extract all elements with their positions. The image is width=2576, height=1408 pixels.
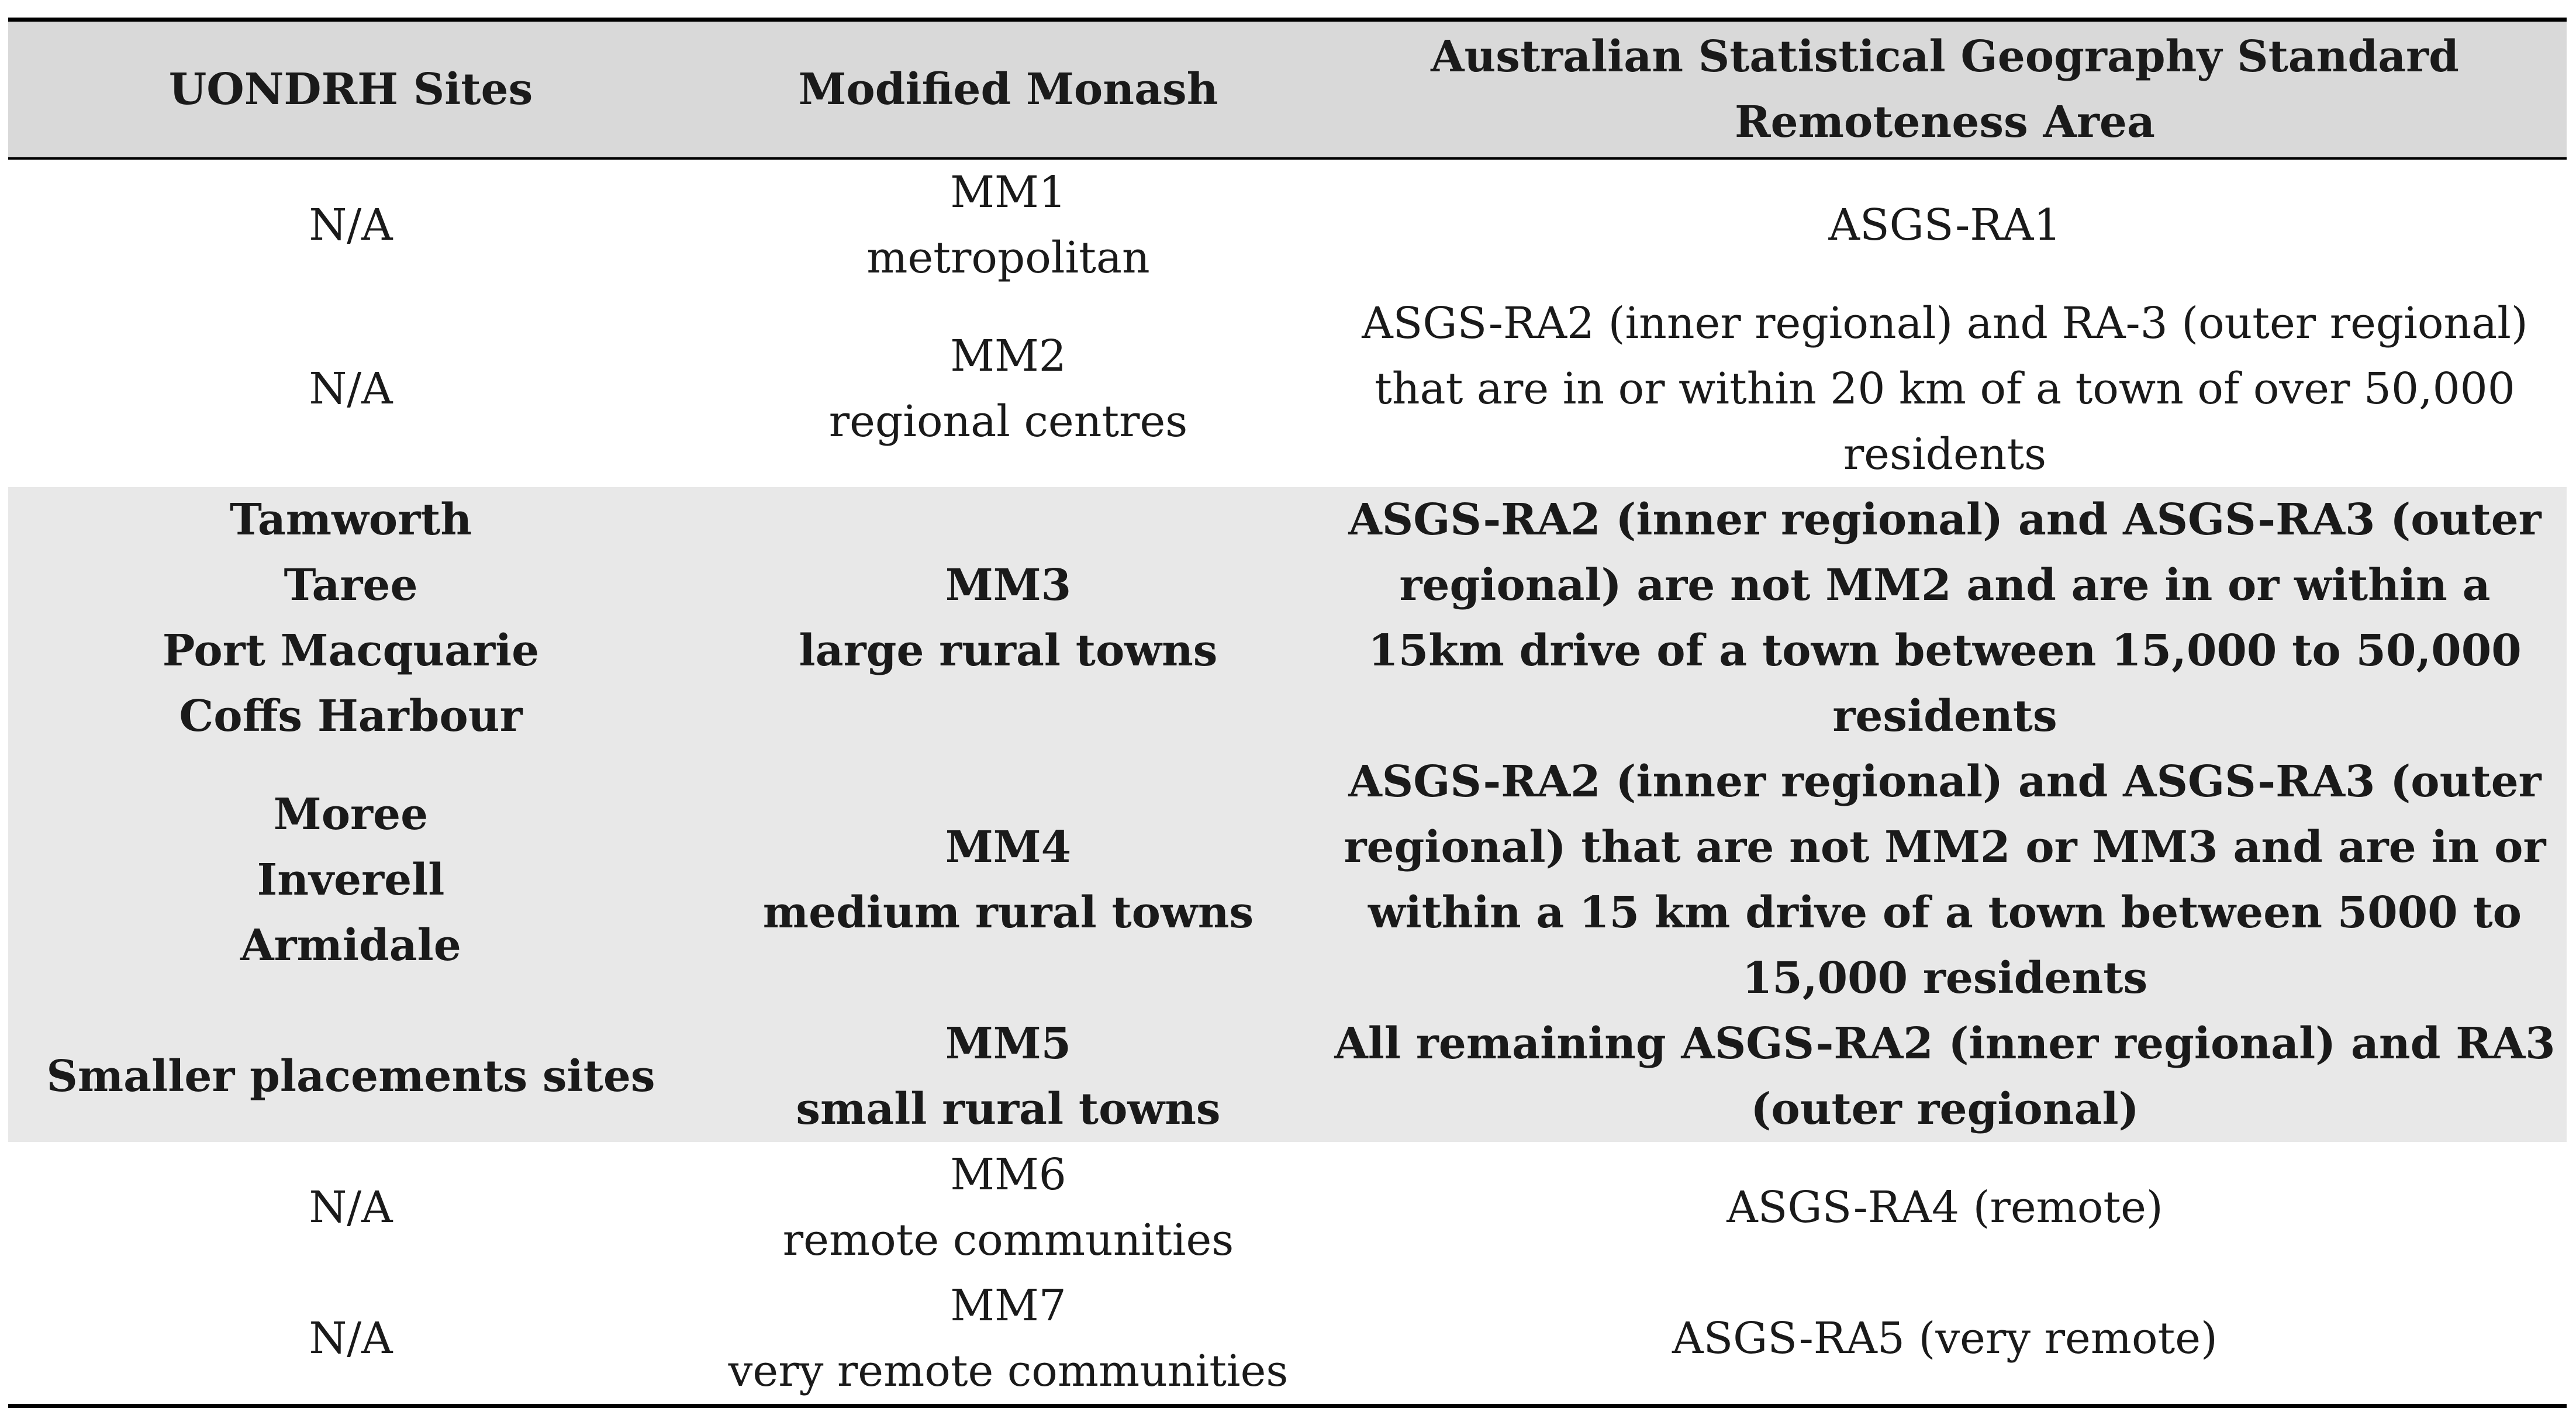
table-row (8, 1011, 2567, 1142)
mm-code: MM5 (945, 1019, 1072, 1069)
site-name: Port Macquarie (162, 626, 540, 676)
mm-code: MM1 (950, 167, 1066, 218)
mm-cell (693, 487, 1323, 749)
mm-description: regional centres (828, 396, 1188, 447)
mm-cell (693, 1011, 1323, 1142)
header-row (8, 20, 2567, 159)
asgs-cell: All remaining ASGS-RA2 (inner regional) and RA3 (outer regional) (1334, 1019, 2556, 1134)
table-row (8, 487, 2567, 749)
sites-cell (8, 1142, 693, 1273)
mm-cell (693, 158, 1323, 291)
remoteness-table (8, 18, 2567, 1408)
mm-cell (693, 749, 1323, 1011)
site-name: Taree (284, 560, 418, 610)
asgs-cell: ASGS-RA2 (inner regional) and RA-3 (outer regional) that are in or within 20 km of a town of over 50,000 residents (1362, 298, 2528, 479)
mm-code: MM6 (950, 1150, 1066, 1200)
asgs-cell: ASGS-RA2 (inner regional) and ASGS-RA3 (outer regional) that are not MM2 or MM3 and are in or within a 15 km drive of a town between 5000 to 15,000 residents (1344, 757, 2546, 1003)
mm-cell (693, 1142, 1323, 1273)
header-sites: UONDRH Sites (8, 20, 693, 159)
sites-cell (8, 749, 693, 1011)
mm-description: large rural towns (799, 626, 1218, 676)
asgs-cell: ASGS-RA2 (inner regional) and ASGS-RA3 (outer regional) are not MM2 and are in or within a 15km drive of a town between 15,000 to 50,000 residents (1348, 495, 2542, 741)
site-name: Armidale (240, 920, 461, 971)
table-row (8, 1273, 2567, 1406)
mm-code: MM4 (945, 822, 1072, 872)
site-name: Tamworth (229, 495, 472, 545)
sites-cell (8, 1273, 693, 1406)
asgs-cell: ASGS-RA4 (remote) (1726, 1182, 2163, 1233)
mm-code: MM7 (950, 1281, 1066, 1331)
header-asgs-line2: Remoteness Area (1735, 97, 2155, 147)
site-name: N/A (309, 200, 393, 250)
sites-cell (8, 158, 693, 291)
asgs-cell: ASGS-RA1 (1828, 200, 2062, 250)
mm-cell (693, 291, 1323, 487)
header-asgs-line1: Australian Statistical Geography Standard (1431, 32, 2459, 82)
site-name: N/A (309, 1182, 393, 1233)
sites-cell (8, 487, 693, 749)
mm-description: medium rural towns (762, 888, 1254, 938)
site-name: Smaller placements sites (46, 1051, 655, 1102)
table-row (8, 1142, 2567, 1273)
sites-cell (8, 291, 693, 487)
mm-description: metropolitan (866, 233, 1150, 283)
mm-code: MM2 (950, 331, 1066, 381)
table-row (8, 158, 2567, 291)
mm-description: remote communities (782, 1215, 1234, 1265)
asgs-cell: ASGS-RA5 (very remote) (1323, 1273, 2567, 1406)
table-row (8, 749, 2567, 1011)
site-name: N/A (309, 364, 393, 414)
header-modified-monash: Modified Monash (693, 20, 1323, 159)
site-name: Moree (273, 789, 429, 840)
mm-description: small rural towns (796, 1084, 1221, 1134)
mm-cell (693, 1273, 1323, 1406)
site-name: Coffs Harbour (179, 691, 523, 741)
site-name: Inverell (257, 855, 445, 905)
mm-description: very remote communities (728, 1346, 1289, 1396)
sites-cell (8, 1011, 693, 1142)
mm-code: MM3 (945, 560, 1072, 610)
table-row (8, 291, 2567, 487)
site-name: N/A (309, 1313, 393, 1364)
header-asgs (1323, 20, 2567, 159)
